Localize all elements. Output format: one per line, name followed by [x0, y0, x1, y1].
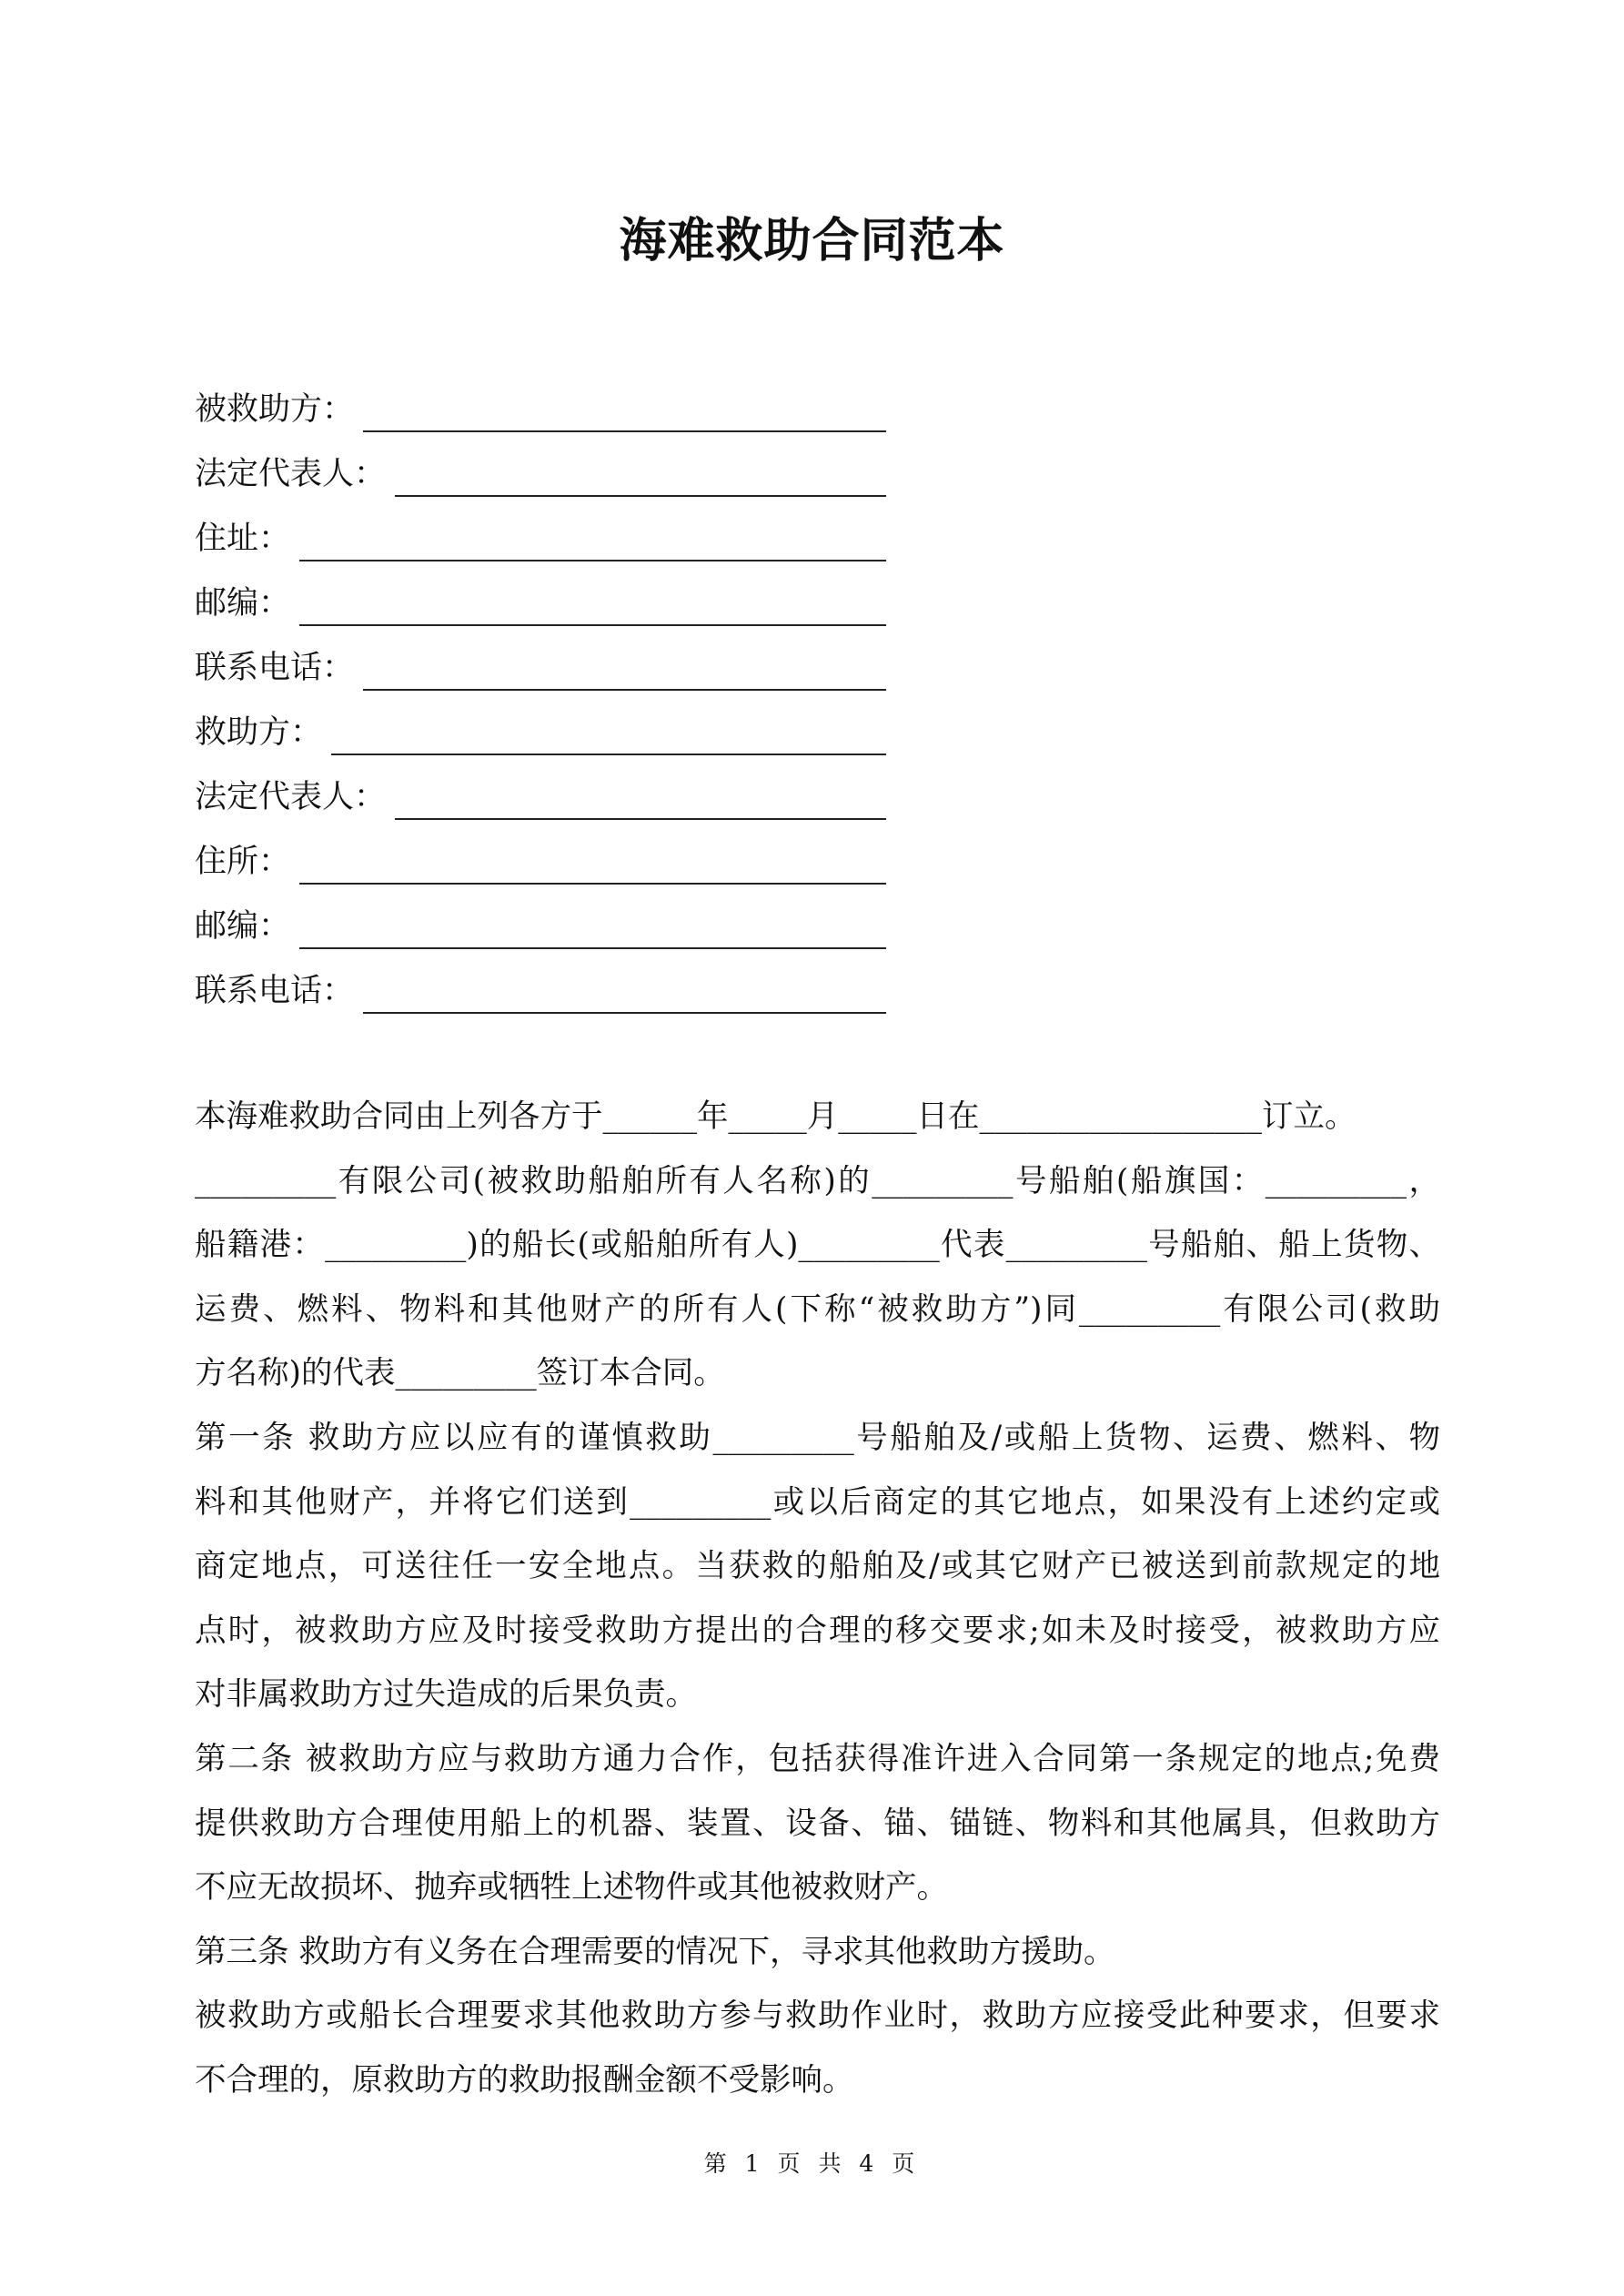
field-label: 法定代表人： — [195, 456, 387, 492]
body-line: 第一条 救助方应以应有的谨慎救助_________号船舶及/或船上货物、运费、燃料、物 — [195, 1420, 1440, 1456]
field-label: 邮编： — [195, 908, 291, 945]
body-line: _________有限公司(被救助船舶所有人名称)的_________号船舶(船旗国：_________， — [195, 1162, 1440, 1199]
field-blank-line[interactable] — [395, 785, 886, 820]
body-line: 方名称)的代表_________签订本合同。 — [195, 1355, 725, 1392]
field-blank-line[interactable] — [363, 979, 886, 1014]
field-label: 联系电话： — [195, 650, 355, 686]
field-blank-line[interactable] — [299, 527, 886, 561]
field-blank-line[interactable] — [363, 398, 886, 432]
field-row — [195, 645, 886, 691]
field-blank-line[interactable] — [299, 592, 886, 626]
field-blank-line[interactable] — [299, 850, 886, 885]
body-line: 本海难救助合同由上列各方于______年_____月_____日在__________________订立。 — [195, 1098, 1357, 1135]
body-line: 第三条 救助方有义务在合理需要的情况下，寻求其他救助方援助。 — [195, 1933, 1115, 1970]
document-title: 海难救助合同范本 — [619, 213, 1005, 268]
field-blank-line[interactable] — [363, 656, 886, 691]
body-line: 料和其他财产，并将它们送到_________或以后商定的其它地点，如果没有上述约定或 — [195, 1483, 1440, 1521]
field-row — [195, 904, 886, 949]
body-line: 提供救助方合理使用船上的机器、装置、设备、锚、锚链、物料和其他属具，但救助方 — [195, 1805, 1440, 1842]
field-row — [195, 451, 886, 497]
body-line: 第二条 被救助方应与救助方通力合作，包括获得准许进入合同第一条规定的地点;免费 — [195, 1741, 1440, 1777]
body-line: 点时，被救助方应及时接受救助方提出的合理的移交要求;如未及时接受，被救助方应 — [195, 1612, 1440, 1649]
field-label: 住所： — [195, 844, 291, 880]
field-label: 被救助方： — [195, 391, 355, 428]
field-label: 法定代表人： — [195, 779, 387, 815]
body-line: 不合理的，原救助方的救助报酬金额不受影响。 — [195, 2062, 854, 2099]
field-label: 邮编： — [195, 585, 291, 622]
field-label: 救助方： — [195, 714, 323, 751]
field-label: 联系电话： — [195, 973, 355, 1009]
field-label: 住址： — [195, 521, 291, 557]
field-row — [195, 774, 886, 820]
field-row — [195, 710, 886, 755]
body-line: 商定地点，可送往任一安全地点。当获救的船舶及/或其它财产已被送到前款规定的地 — [195, 1548, 1440, 1585]
body-line: 对非属救助方过失造成的后果负责。 — [195, 1676, 697, 1714]
field-row — [195, 581, 886, 626]
field-row — [195, 387, 886, 432]
field-row — [195, 968, 886, 1014]
body-line: 船籍港：_________)的船长(或船舶所有人)_________代表_________号船舶、船上货物、 — [195, 1227, 1440, 1264]
page-footer: 第 1 页 共 4 页 — [703, 2150, 921, 2177]
field-row — [195, 516, 886, 561]
field-row — [195, 839, 886, 885]
body-line: 不应无故损坏、抛弃或牺牲上述物件或其他被救财产。 — [195, 1869, 948, 1907]
body-line: 运费、燃料、物料和其他财产的所有人(下称“被救助方”)同_________有限公司(救助 — [195, 1290, 1440, 1328]
field-blank-line[interactable] — [331, 721, 886, 755]
field-blank-line[interactable] — [395, 462, 886, 497]
field-blank-line[interactable] — [299, 915, 886, 949]
body-line: 被救助方或船长合理要求其他救助方参与救助作业时，救助方应接受此种要求，但要求 — [195, 1998, 1440, 2035]
